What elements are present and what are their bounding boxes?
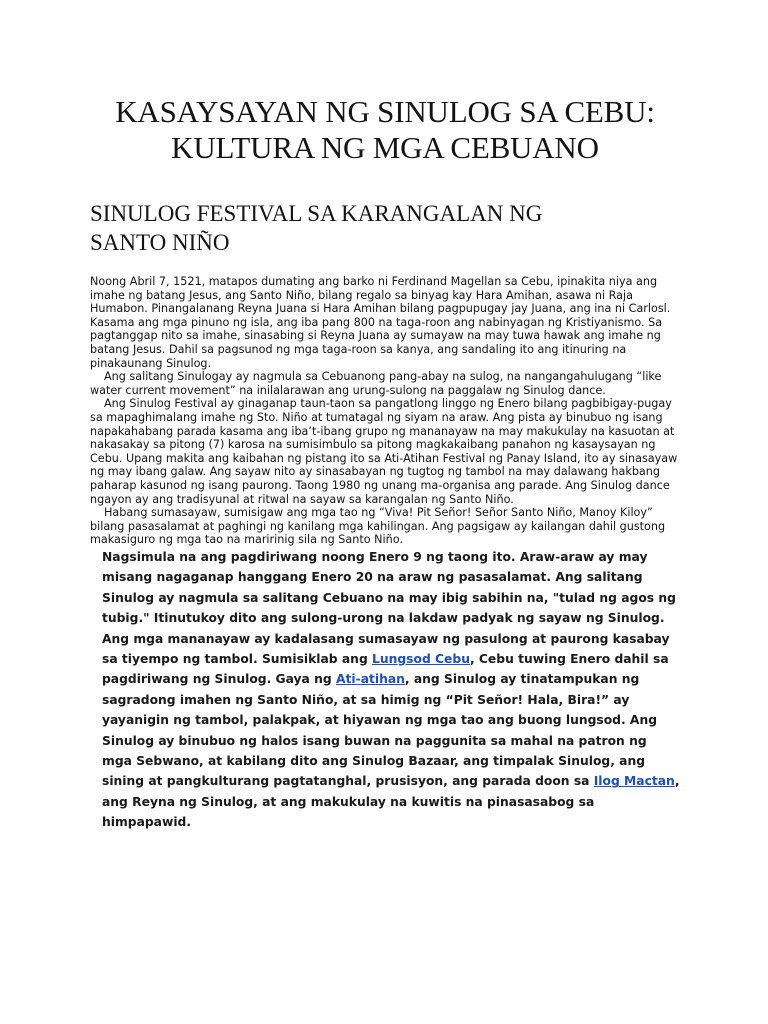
bold-text-part-2: , Cebu tuwing Enero dahil sa pagdiriwang ng Sinulog. Gaya ng (102, 651, 669, 687)
paragraph-2: Ang salitang Sinulogay ay nagmula sa Cebuanong pang-abay na sulog, na nangangahulugang “like water current movement” na inilalarawan ang urung-sulong na paggalaw ng Sinulog dance. (90, 370, 662, 397)
section-heading: SINULOG FESTIVAL SA KARANGALAN NG SANTO NIÑO (90, 201, 543, 255)
paragraph-1: Noong Abril 7, 1521, matapos dumating ang barko ni Ferdinand Magellan sa Cebu, ipinakita niya ang imahe ng batang Jesus, ang Santo Niño, bilang regalo sa binyag kay Hara Amihan, asawa ni Raja Humabon. Pinangalanang Reyna Juana si Hara Amihan bilang pagpupugay jay Juana, ang ina ni Carlosl. Kasama ang mga pinuno ng isla, ang iba pang 800 na taga-roon ang nabinyagan ng Kristiyanismo. Sa pagtanggap nito sa imahe, sinasabing si Reyna Juana ay sumayaw na may tuwa hawak ang imahe ng batang Jesus. Dahil sa pagsunod ng mga taga-roon sa kanya, ang sandaling ito ang itinuring na pinakaunang Sinulog. (90, 275, 671, 370)
link-ilog-mactan[interactable]: Ilog Mactan (593, 774, 675, 789)
paragraph-3: Ang Sinulog Festival ay ginaganap taun-taon sa pangatlong linggo ng Enero bilang pagbibigay-pugay sa mapaghimalang imahe ng Sto. Niño at tumatagal ng siyam na araw. Ang pista ay binubuo ng isang napakahabang parada kasama ang iba’t-ibang grupo ng mananayaw na may makukulay na kasuotan at nakasakay sa pitong (7) karosa na sumisimbulo sa pitong magkakaibang panahon ng kasaysayan ng Cebu. Upang makita ang kaibahan ng pistang ito sa Ati-Atihan Festival ng Panay Island, ito ay sinasayaw ng may ibang galaw. Ang sayaw nito ay sinasabayan ng tugtog ng tambol na may dalawang hakbang paharap kasunod ng isang paurong. Taong 1980 ng unang ma-organisa ang parade. Ang Sinulog dance ngayon ay ang tradisyunal at ritwal na sayaw sa karangalan ng Santo Niño. (90, 397, 678, 506)
bold-text-section (90, 547, 680, 833)
bold-text-part-3: , ang Sinulog ay tinatampukan ng sagradong imahen ng Santo Niño, at sa himig ng “Pit Señor! Hala, Bira!” ay yayanigin ng tambol, palakpak, at hiyawan ng mga tao ang buong lungsod. Ang Sinulog ay binubuo ng halos isang buwan na paggunita sa mahal na patron ng mga Sebwano, at kabilang dito ang Sinulog Bazaar, ang timpalak Sinulog, ang sining at pangkulturang pagtatanghal, prusisyon, ang parada doon sa (102, 672, 658, 789)
bold-paragraph (90, 547, 680, 833)
page-title (90, 0, 680, 166)
link-lungsod-cebu[interactable]: Lungsod Cebu (372, 651, 470, 666)
bold-text-part-4: , ang Reyna ng Sinulog, at ang makukulay na kuwitis na pinasasabog sa himpapawid. (102, 774, 680, 830)
title-line-2: KULTURA NG MGA CEBUANO (171, 130, 599, 165)
paragraph-4: Habang sumasayaw, sumisigaw ang mga tao ng “Viva! Pit Señor! Señor Santo Niño, Manoy Kiloy” bilang pasasalamat at paghingi ng kanilang mga kahilingan. Ang pagsigaw ay kailangan dahil gustong makasiguro ng mga tao na maririnig sila ng Santo Niño. (90, 506, 666, 547)
link-ati-atihan[interactable]: Ati-atihan (335, 672, 405, 687)
bold-text-part-1: Nagsimula na ang pagdiriwang noong Enero 9 ng taong ito. Araw-araw ay may misang nagaganap hanggang Enero 20 na araw ng pasasalamat. Ang salitang Sinulog ay nagmula sa salitang Cebuano na may ibig sabihin na, "tulad ng agos ng tubig." Itinutukoy dito ang sulong-urong na lakdaw padyak ng sayaw ng Sinulog. Ang mga mananayaw ay kadalasang sumasayaw ng pasulong at paurong kasabay sa tiyempo ng tambol. Sumisiklab ang (102, 549, 676, 666)
body-text-section (90, 275, 680, 547)
title-line-1: KASAYSAYAN NG SINULOG SA CEBU: (115, 94, 655, 129)
